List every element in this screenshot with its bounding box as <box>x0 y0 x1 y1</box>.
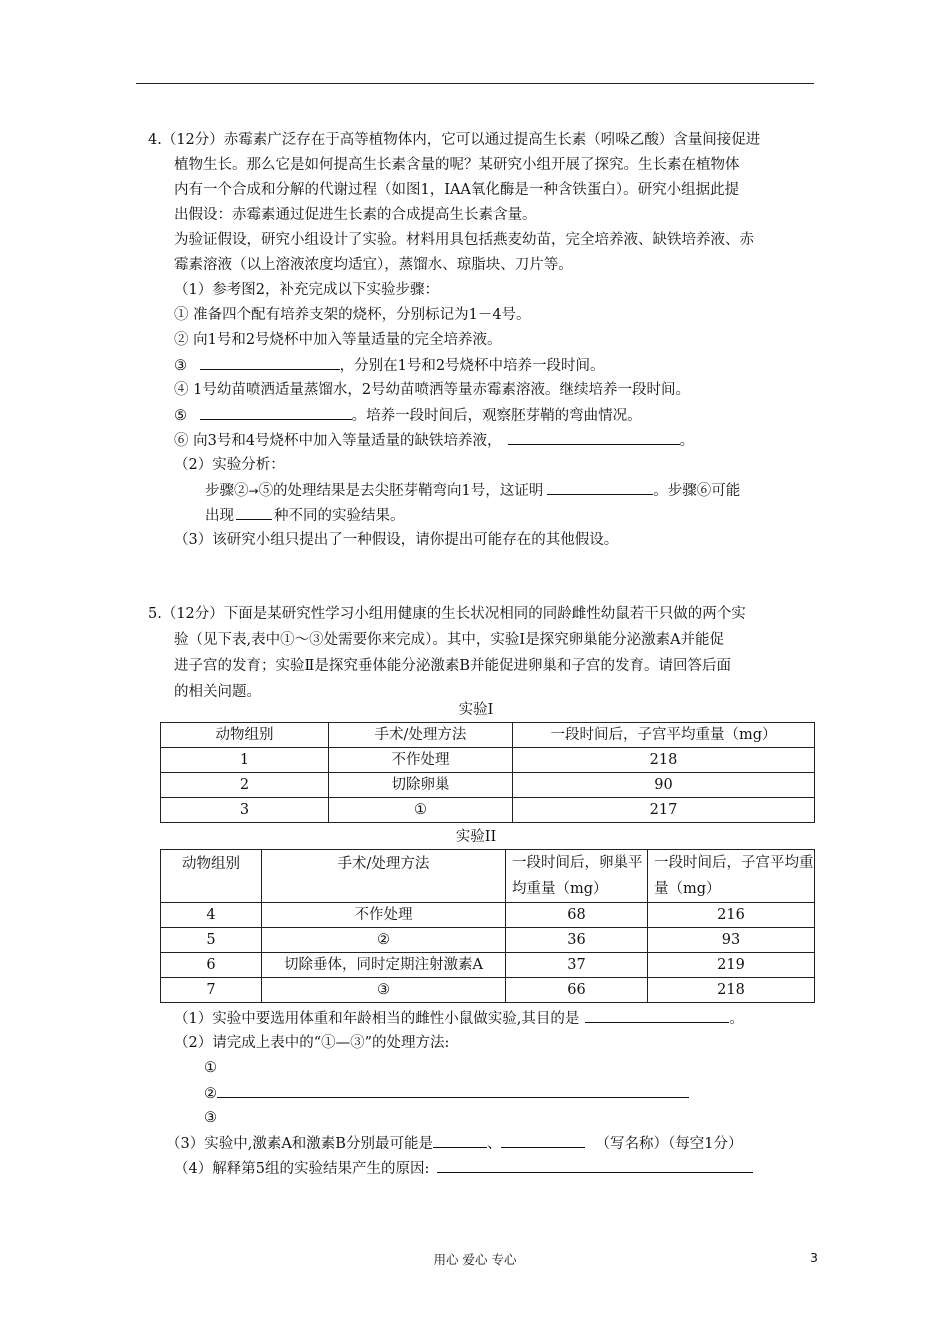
step-5-text: 。培养一段时间后，观察胚芽鞘的弯曲情况。 <box>351 408 642 424</box>
table-cell: 218 <box>648 978 815 1003</box>
header-cell: 一段时间后，子宫平均重量（mg） <box>513 723 815 748</box>
step-3-marker: ③ <box>174 358 187 374</box>
step-6-text: ⑥ 向3号和4号烧杯中加入等量适量的缺铁培养液， <box>174 433 502 449</box>
table-2-caption: 实验II <box>455 829 497 845</box>
q4-line-3: 内有一个合成和分解的代谢过程（如图1，IAA氧化酶是一种含铁蛋白）。研究小组据此提 <box>174 182 740 198</box>
table-cell: 2 <box>161 773 329 798</box>
table-cell: 不作处理 <box>329 748 513 773</box>
table-row <box>161 978 815 1003</box>
q4-line-1: 4.（12分）赤霉素广泛存在于高等植物体内，它可以通过提高生长素（吲哚乙酸）含量间接促进 <box>148 132 761 148</box>
hormone-a-blank[interactable] <box>433 1133 487 1148</box>
q4-step-2: ② 向1号和2号烧杯中加入等量适量的完全培养液。 <box>174 332 502 348</box>
q4-analysis-1 <box>205 480 740 501</box>
analysis-step6-text: 。步骤⑥可能 <box>653 483 741 499</box>
table-cell-blank-1[interactable]: ① <box>329 798 513 823</box>
q4-part-1: （1）参考图2，补充完成以下实验步骤： <box>174 282 439 298</box>
q4-part-3: （3）该研究小组只提出了一种假设，请你提出可能存在的其他假设。 <box>174 532 619 548</box>
table-row <box>161 903 815 928</box>
table-cell: 90 <box>513 773 815 798</box>
table-cell: 66 <box>506 978 648 1003</box>
hormone-b-blank[interactable] <box>501 1133 585 1148</box>
sub-1-end: 。 <box>729 1011 744 1027</box>
q4-line-4: 出假设：赤霉素通过促进生长素的合成提高生长素含量。 <box>174 207 537 223</box>
analysis-result-text: ⑤的处理结果是去尖胚芽鞘弯向1号，这证明 <box>258 483 544 499</box>
q4-line-6: 霉素溶液（以上溶液浓度均适宜），蒸馏水、琼脂块、刀片等。 <box>174 257 573 273</box>
q5-sub-1 <box>174 1008 744 1029</box>
answer-3-marker: ③ <box>204 1110 217 1126</box>
table-cell: 1 <box>161 748 329 773</box>
header-cell: 动物组别 <box>161 850 262 903</box>
sub-4-blank[interactable] <box>437 1158 753 1173</box>
q4-analysis-2 <box>205 505 405 526</box>
table-cell: 219 <box>648 953 815 978</box>
table-cell: 36 <box>506 928 648 953</box>
table-cell: 6 <box>161 953 262 978</box>
step-5-marker: ⑤ <box>174 408 187 424</box>
q4-step-5 <box>174 405 642 426</box>
step-6-blank[interactable] <box>508 430 680 445</box>
step-5-blank[interactable] <box>200 405 352 420</box>
header-cell: 一段时间后，卵巢平均重量（mg） <box>506 850 648 903</box>
header-cell: 动物组别 <box>161 723 329 748</box>
q4-part-2: （2）实验分析： <box>174 457 285 473</box>
step-6-end: 。 <box>679 433 695 449</box>
sub-1-blank[interactable] <box>585 1008 729 1023</box>
step-3-blank[interactable] <box>200 355 340 370</box>
table-cell: 68 <box>506 903 648 928</box>
table-cell-blank-2[interactable]: ② <box>262 928 506 953</box>
header-cell: 一段时间后，子宫平均重量（mg） <box>648 850 815 903</box>
answer-2-blank[interactable] <box>217 1083 689 1098</box>
footer-slogan: 用心 爱心 专心 <box>433 1252 517 1267</box>
analysis-blank-1[interactable] <box>547 480 653 495</box>
header-cell: 手术/处理方法 <box>262 850 506 903</box>
table-cell: 37 <box>506 953 648 978</box>
table-1-caption: 实验Ⅰ <box>458 702 494 718</box>
sub-1-text: （1）实验中要选用体重和年龄相当的雌性小鼠做实验,其目的是 <box>174 1011 580 1027</box>
answer-2-line <box>204 1083 689 1104</box>
q5-sub-4 <box>174 1158 753 1179</box>
table-cell: 216 <box>648 903 815 928</box>
table-row <box>161 928 815 953</box>
q5-sub-3 <box>166 1133 742 1154</box>
q5-line-2: 验（见下表,表中①～③处需要你来完成）。其中，实验Ⅰ是探究卵巢能分泌激素A并能促 <box>174 632 725 648</box>
sub-4-text: （4）解释第5组的实验结果产生的原因: <box>174 1161 430 1177</box>
table-cell: 4 <box>161 903 262 928</box>
table-cell: 3 <box>161 798 329 823</box>
table-cell: 切除卵巢 <box>329 773 513 798</box>
experiment-2-table <box>160 849 815 1003</box>
table-row <box>161 953 815 978</box>
q4-step-4: ④ 1号幼苗喷洒适量蒸馏水，2号幼苗喷洒等量赤霉素溶液。继续培养一段时间。 <box>174 382 691 398</box>
sub-3-note: （写名称）（每空1分） <box>595 1136 743 1152</box>
q4-step-1: ① 准备四个配有培养支架的烧杯，分别标记为1－4号。 <box>174 307 531 323</box>
experiment-1-table <box>160 722 815 823</box>
page-number: 3 <box>810 1250 818 1265</box>
q5-sub-2: （2）请完成上表中的“①—③”的处理方法: <box>174 1035 450 1051</box>
analysis-step-text: 步骤② <box>205 483 249 499</box>
table-header-row <box>161 850 815 903</box>
q5-line-3: 进子宫的发育；实验Ⅱ是探究垂体能分泌激素B并能促进卵巢和子宫的发育。请回答后面 <box>174 658 732 674</box>
table-header-row <box>161 723 815 748</box>
arrow-icon: → <box>248 484 259 498</box>
table-row <box>161 773 815 798</box>
analysis-blank-2[interactable] <box>236 505 272 520</box>
table-cell: 218 <box>513 748 815 773</box>
q4-step-3 <box>174 355 605 376</box>
q4-line-5: 为验证假设，研究小组设计了实验。材料用具包括燕麦幼苗，完全培养液、缺铁培养液、赤 <box>174 232 754 248</box>
header-cell: 手术/处理方法 <box>329 723 513 748</box>
table-cell: 7 <box>161 978 262 1003</box>
sub-3-sep: 、 <box>486 1136 502 1152</box>
header-rule <box>136 83 814 84</box>
sub-3-text: （3）实验中,激素A和激素B分别最可能是 <box>166 1136 433 1152</box>
analysis-appear-text: 出现 <box>205 508 234 524</box>
table-cell: 切除垂体，同时定期注射激素A <box>262 953 506 978</box>
q5-line-4: 的相关问题。 <box>174 684 261 700</box>
answer-1-marker: ① <box>204 1060 217 1076</box>
table-cell: 93 <box>648 928 815 953</box>
q4-step-6 <box>174 430 694 451</box>
q4-line-2: 植物生长。那么它是如何提高生长素含量的呢？某研究小组开展了探究。生长素在植物体 <box>174 157 740 173</box>
step-3-text: ，分别在1号和2号烧杯中培养一段时间。 <box>339 358 605 374</box>
table-row <box>161 798 815 823</box>
table-cell: 5 <box>161 928 262 953</box>
table-cell-blank-3[interactable]: ③ <box>262 978 506 1003</box>
q5-line-1: 5.（12分）下面是某研究性学习小组用健康的生长状况相同的同龄雌性幼鼠若干只做的两个实 <box>148 606 746 622</box>
analysis-kinds-text: 种不同的实验结果。 <box>274 508 405 524</box>
answer-2-marker: ② <box>204 1086 217 1102</box>
table-row <box>161 748 815 773</box>
table-cell: 不作处理 <box>262 903 506 928</box>
table-cell: 217 <box>513 798 815 823</box>
